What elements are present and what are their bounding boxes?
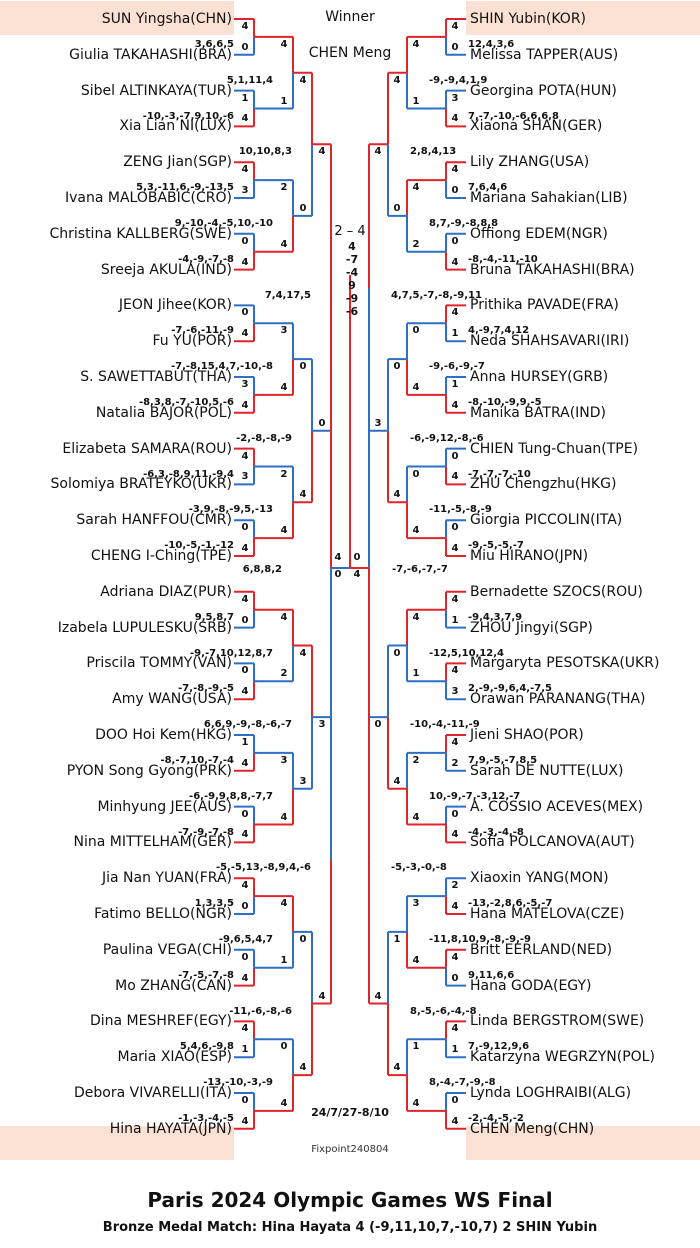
- match-score: 4: [412, 954, 420, 966]
- match-score: 4: [299, 489, 307, 501]
- match-score: 1: [280, 954, 288, 966]
- player-name: Linda BERGSTROM(SWE): [470, 1013, 645, 1030]
- match-score: 3: [241, 379, 249, 390]
- player-name: Sarah HANFFOU(CMR): [76, 512, 232, 529]
- match-score: 4: [412, 611, 420, 623]
- player-name: A. COSSIO ACEVES(MEX): [470, 798, 644, 815]
- match-score: 2: [412, 238, 420, 250]
- match-score: 4: [280, 38, 288, 50]
- match-score: 3: [451, 92, 459, 104]
- game-scores: 10,10,8,3: [238, 146, 292, 158]
- match-score: 4: [412, 1097, 420, 1109]
- game-scores: -9,4,3,7,9: [468, 611, 523, 623]
- match-score: 4: [280, 525, 288, 537]
- match-score: 1: [451, 328, 459, 340]
- game-scores: -8,-4,-11,-10: [468, 253, 538, 265]
- game-scores: -3,9,-8,-9,5,-13: [188, 504, 273, 516]
- final-series: 2 – 4: [334, 224, 366, 239]
- match-score: 4: [412, 182, 420, 194]
- bronze-medal-result: Bronze Medal Match: Hina Hayata 4 (-9,11,10,7,-10,7) 2 SHIN Yubin: [102, 1220, 598, 1235]
- match-score: 1: [280, 95, 288, 107]
- match-score: 2: [412, 754, 420, 766]
- match-score: 4: [241, 686, 249, 698]
- game-scores: -5,-3,-0,-8: [391, 862, 447, 874]
- final-game-scores: [330, 240, 374, 318]
- match-score: 0: [393, 647, 401, 659]
- player-name: Katarzyna WEGRZYN(POL): [470, 1049, 655, 1066]
- match-score: 4: [393, 775, 401, 787]
- semi-score: 0: [353, 552, 361, 563]
- match-score: 4: [241, 757, 249, 769]
- game-scores: -4,-9,-7,-8: [178, 253, 234, 265]
- match-score: 4: [451, 951, 459, 963]
- player-name: CHEN Meng(CHN): [470, 1120, 595, 1137]
- match-score: 0: [241, 951, 249, 963]
- match-score: 1: [451, 614, 459, 626]
- game-scores: -10,-5,-1,-12: [164, 540, 234, 552]
- match-score: 1: [241, 92, 249, 104]
- game-scores: -9,-5,-5,-7: [468, 540, 524, 552]
- game-scores: 2,8,4,13: [410, 146, 457, 158]
- match-score: 4: [412, 811, 420, 823]
- credit-text: Fixpoint240804: [311, 1144, 389, 1155]
- game-scores: -2,-4,-5,-2: [468, 1112, 524, 1124]
- game-scores: 6,8,8,2: [242, 564, 282, 575]
- player-name: Manika BATRA(IND): [470, 404, 607, 421]
- game-scores: -9,-9,4,1,9: [429, 74, 488, 86]
- match-score: 3: [241, 471, 249, 483]
- player-name: Melissa TAPPER(AUS): [470, 46, 619, 63]
- player-name: Christina KALLBERG(SWE): [49, 225, 232, 242]
- game-scores: -12,5,10,12,4: [429, 647, 505, 659]
- player-name: Minhyung JEE(AUS): [97, 798, 232, 815]
- match-score: 0: [299, 361, 307, 373]
- match-score: 1: [412, 668, 420, 680]
- match-score: 2: [451, 757, 459, 769]
- game-scores: 12,4,3,6: [468, 38, 515, 50]
- final-game: -7: [345, 253, 359, 266]
- match-score: 0: [451, 972, 459, 984]
- match-score: 4: [280, 811, 288, 823]
- match-score: 0: [412, 325, 420, 337]
- match-score: 4: [374, 146, 382, 158]
- player-name: Jieni SHAO(POR): [470, 727, 584, 743]
- game-scores: 5,1,11,4: [226, 74, 273, 86]
- player-name: Orawan PARANANG(THA): [470, 691, 646, 708]
- game-scores: -7,-7,-7,-10: [468, 468, 531, 480]
- final-game: -4: [345, 266, 359, 279]
- player-name: Bruna TAKAHASHI(BRA): [470, 261, 635, 278]
- match-score: 4: [241, 543, 249, 554]
- player-name: Dina MESHREF(EGY): [89, 1013, 232, 1030]
- match-score: 0: [451, 808, 459, 820]
- match-score: 4: [451, 901, 459, 912]
- match-score: 0: [451, 185, 459, 196]
- match-score: 4: [451, 737, 459, 748]
- player-name: Maria XIAO(ESP): [117, 1049, 232, 1066]
- match-score: 0: [318, 417, 326, 429]
- winner-label: Winner: [325, 9, 375, 25]
- match-score: 0: [241, 665, 249, 677]
- match-score: 4: [393, 74, 401, 86]
- player-name: Prithika PAVADE(FRA): [470, 297, 619, 314]
- semi-score: 0: [334, 569, 342, 580]
- game-scores: 8,7,-9,-8,8,8: [429, 217, 499, 229]
- player-name: Miu HIRANO(JPN): [470, 548, 589, 564]
- game-scores: -11,-6,-8,-6: [229, 1005, 292, 1017]
- game-scores: 7,6,4,6: [468, 182, 508, 194]
- match-score: 4: [412, 525, 420, 537]
- player-name: S. SAWETTABUT(THA): [80, 369, 232, 385]
- player-name: Hina HAYATA(JPN): [109, 1120, 232, 1137]
- semi-score: 4: [334, 552, 342, 563]
- game-scores: 9,11,6,6: [468, 969, 515, 981]
- player-name: Mo ZHANG(CAN): [115, 977, 232, 994]
- game-scores: -7,-5,-7,-8: [178, 969, 234, 981]
- player-name: Sreeja AKULA(IND): [100, 261, 232, 278]
- player-name: DOO Hoi Kem(HKG): [95, 727, 232, 743]
- match-score: 0: [412, 468, 420, 480]
- player-name: Elizabeta SAMARA(ROU): [62, 440, 232, 457]
- player-name: SUN Yingsha(CHN): [101, 11, 232, 27]
- match-score: 0: [241, 41, 249, 53]
- match-score: 0: [451, 235, 459, 247]
- match-score: 0: [241, 1095, 249, 1106]
- match-score: 3: [318, 719, 326, 731]
- match-score: 4: [241, 164, 249, 176]
- player-name: CHENG I-Ching(TPE): [90, 548, 232, 564]
- match-score: 0: [241, 808, 249, 820]
- match-score: 4: [241, 113, 249, 125]
- match-score: 4: [451, 399, 459, 411]
- match-score: 1: [241, 737, 249, 748]
- match-score: 3: [280, 325, 288, 337]
- game-scores: 5,4,6,-9,8: [179, 1041, 234, 1053]
- game-scores: -10,-3,-7,9,10,-6: [142, 110, 234, 122]
- match-score: 3: [451, 686, 459, 698]
- player-name: Sarah DE NUTTE(LUX): [470, 762, 624, 779]
- game-scores: -7,-9,-7,-8: [178, 826, 234, 838]
- player-name: Lynda LOGHRAIBI(ALG): [470, 1085, 632, 1101]
- match-score: 4: [451, 1115, 459, 1127]
- match-score: 4: [241, 328, 249, 340]
- match-score: 1: [451, 379, 459, 390]
- game-scores: 4,-9,7,4,12: [468, 325, 530, 337]
- match-score: 3: [374, 417, 382, 429]
- match-score: 4: [451, 256, 459, 268]
- match-score: 1: [412, 1041, 420, 1053]
- player-name: Xiaona SHAN(GER): [470, 118, 603, 135]
- match-score: 0: [241, 614, 249, 626]
- player-name: Solomiya BRATEYKO(UKR): [50, 476, 232, 493]
- game-scores: 10,-9,-7,-3,12,-7: [429, 790, 521, 802]
- match-score: 4: [241, 972, 249, 984]
- player-name: ZHOU Jingyi(SGP): [470, 619, 593, 636]
- semi-score: 4: [353, 569, 361, 580]
- game-scores: 2,-9,-9,6,4,-7,5: [468, 683, 552, 695]
- match-score: 4: [451, 21, 459, 32]
- match-score: 4: [451, 307, 459, 319]
- game-scores: 4,7,5,-7,-8,-9,11: [391, 289, 482, 301]
- game-scores: -8,-10,-9,9,-5: [468, 396, 542, 408]
- player-name: Sofia POLCANOVA(AUT): [470, 834, 635, 851]
- game-scores: -7,-6,-7,-7: [392, 564, 448, 575]
- match-score: 0: [280, 1041, 288, 1053]
- player-name: Anna HURSEY(GRB): [470, 369, 609, 385]
- match-score: 4: [241, 1115, 249, 1127]
- player-name: Giorgia PICCOLIN(ITA): [470, 512, 623, 529]
- game-scores: -13,-10,-3,-9: [203, 1077, 273, 1089]
- match-score: 1: [412, 95, 420, 107]
- game-scores: -10,-4,-11,-9: [410, 719, 480, 731]
- match-score: 3: [299, 775, 307, 787]
- player-name: Lily ZHANG(USA): [470, 154, 590, 171]
- player-name: Bernadette SZOCS(ROU): [470, 583, 643, 600]
- game-scores: 5,3,-11,6,-9,-13,5: [136, 182, 234, 194]
- player-name: SHIN Yubin(KOR): [470, 11, 587, 27]
- player-name: Offiong EDEM(NGR): [470, 225, 608, 242]
- player-name: Natalia BAJOR(POL): [95, 404, 232, 421]
- game-scores: 1,3,3,5: [194, 898, 234, 910]
- game-scores: -11,-5,-8,-9: [429, 504, 492, 516]
- match-score: 4: [451, 164, 459, 176]
- player-name: Priscila TOMMY(VAN): [86, 655, 232, 672]
- game-scores: -8,3,8,-7,-10,5,-6: [138, 396, 234, 408]
- player-name: PYON Song Gyong(PRK): [66, 762, 232, 779]
- player-name: Nina MITTELHAM(GER): [73, 834, 232, 851]
- match-score: 4: [451, 829, 459, 841]
- match-score: 2: [451, 880, 459, 892]
- match-score: 2: [280, 182, 288, 194]
- match-score: 4: [318, 146, 326, 158]
- player-name: Margaryta PESOTSKA(UKR): [470, 655, 660, 672]
- game-scores: -5,-5,13,-8,9,4,-6: [215, 862, 311, 874]
- match-score: 4: [318, 990, 326, 1002]
- match-score: 4: [299, 74, 307, 86]
- player-name: Xia Lian NI(LUX): [119, 118, 232, 135]
- game-scores: -9,-6,-9,-7: [429, 361, 485, 373]
- match-score: 4: [412, 38, 420, 50]
- player-name: ZENG Jian(SGP): [123, 154, 232, 171]
- match-score: 0: [241, 235, 249, 247]
- match-score: 3: [241, 185, 249, 196]
- match-score: 4: [299, 1062, 307, 1074]
- player-name: Britt EERLAND(NED): [470, 941, 613, 958]
- final-game: 4: [348, 240, 356, 253]
- page-title: Paris 2024 Olympic Games WS Final: [147, 1188, 553, 1212]
- game-scores: -4,-3,-4,-8: [468, 826, 524, 838]
- player-name: ZHU Chengzhu(HKG): [470, 476, 617, 493]
- match-score: 3: [280, 754, 288, 766]
- match-score: 4: [241, 256, 249, 268]
- match-score: 4: [241, 450, 249, 462]
- match-score: 4: [241, 1023, 249, 1035]
- match-score: 4: [451, 471, 459, 483]
- player-name: JEON Jihee(KOR): [118, 297, 232, 314]
- match-score: 1: [393, 933, 401, 945]
- game-scores: 7,9,-5,-7,8,5: [468, 754, 538, 766]
- player-name: Hana MATELOVA(CZE): [470, 906, 625, 922]
- match-score: 4: [451, 593, 459, 605]
- player-name: Jia Nan YUAN(FRA): [102, 870, 232, 887]
- player-name: Georgina POTA(HUN): [470, 82, 617, 99]
- game-scores: -11,8,10,9,-8,-9,-9: [429, 933, 532, 945]
- game-scores: 7,-7,-10,-6,6,6,8: [468, 110, 559, 122]
- player-name: Neda SHAHSAVARI(IRI): [470, 333, 630, 350]
- player-name: Sibel ALTINKAYA(TUR): [80, 82, 232, 99]
- final-game: -9: [345, 292, 359, 305]
- match-score: 2: [280, 668, 288, 680]
- match-score: 0: [241, 307, 249, 319]
- game-scores: 6,6,9,-9,-8,-6,-7: [203, 719, 292, 731]
- match-score: 4: [241, 399, 249, 411]
- game-scores: -7,-6,-11,-9: [171, 325, 234, 337]
- match-score: 4: [241, 880, 249, 892]
- game-scores: -1,-3,-4,-5: [178, 1112, 234, 1124]
- match-score: 0: [393, 202, 401, 214]
- match-score: 4: [374, 990, 382, 1002]
- match-score: 4: [241, 829, 249, 841]
- match-score: 4: [451, 1023, 459, 1035]
- match-score: 4: [280, 1097, 288, 1109]
- game-scores: -13,-2,8,6,-5,-7: [468, 898, 553, 910]
- match-score: 0: [299, 933, 307, 945]
- match-score: 4: [241, 21, 249, 32]
- match-score: 4: [393, 1062, 401, 1074]
- game-scores: 7,4,17,5: [264, 289, 311, 301]
- match-score: 4: [393, 489, 401, 501]
- match-score: 0: [451, 41, 459, 53]
- game-scores: -9,6,5,4,7: [218, 933, 273, 945]
- player-name: Mariana Sahakian(LIB): [470, 190, 628, 206]
- game-scores: -6,3,-8,9,11,-9,4: [143, 468, 234, 480]
- final-game: 9: [348, 279, 356, 292]
- player-name: Hana GODA(EGY): [470, 977, 592, 994]
- game-scores: -7,-8,-9,-5: [178, 683, 234, 695]
- match-score: 3: [412, 898, 420, 910]
- game-scores: -6,-9,9,8,8,-7,7: [189, 790, 273, 802]
- player-name: Xiaoxin YANG(MON): [470, 870, 609, 887]
- game-scores: 7,-9,12,9,6: [468, 1041, 530, 1053]
- match-score: 1: [241, 1044, 249, 1056]
- match-score: 4: [451, 543, 459, 554]
- match-score: 0: [393, 361, 401, 373]
- match-score: 0: [451, 1095, 459, 1106]
- game-scores: -8,-7,10,-7,-4: [160, 754, 234, 766]
- game-scores: -9,-7,10,12,8,7: [190, 647, 273, 659]
- player-name: Giulia TAKAHASHI(BRA): [69, 46, 232, 63]
- game-scores: -2,-8,-8,-9: [236, 432, 292, 444]
- game-scores: -6,-9,12,-8,-6: [410, 432, 484, 444]
- match-score: 4: [299, 647, 307, 659]
- game-scores: 8,-4,-7,-9,-8: [429, 1077, 496, 1089]
- player-name: Fatimo BELLO(NGR): [94, 906, 232, 922]
- player-name: Debora VIVARELLI(ITA): [74, 1085, 232, 1101]
- match-score: 4: [280, 381, 288, 393]
- match-score: 2: [280, 468, 288, 480]
- game-scores: 8,-5,-6,-4,-8: [410, 1005, 477, 1017]
- player-name: Paulina VEGA(CHI): [102, 941, 232, 958]
- match-score: 1: [451, 1044, 459, 1056]
- event-dates: 24/7/27-8/10: [311, 1106, 389, 1119]
- game-scores: -7,-8,15,4,7,-10,-8: [170, 361, 273, 373]
- match-score: 0: [451, 450, 459, 462]
- match-score: 4: [451, 113, 459, 125]
- match-score: 0: [299, 202, 307, 214]
- game-scores: 9,5,8,7: [194, 611, 234, 623]
- match-score: 4: [412, 381, 420, 393]
- match-score: 0: [241, 901, 249, 912]
- match-score: 4: [280, 611, 288, 623]
- winner-name: CHEN Meng: [308, 45, 392, 61]
- match-score: 0: [451, 522, 459, 534]
- player-name: CHIEN Tung-Chuan(TPE): [470, 440, 639, 457]
- player-name: Fu YU(POR): [152, 333, 232, 350]
- match-score: 4: [280, 898, 288, 910]
- player-name: Ivana MALOBABIC(CRO): [64, 190, 232, 206]
- final-game: -6: [345, 305, 359, 318]
- player-name: Izabela LUPULESKU(SRB): [57, 619, 232, 636]
- match-score: 4: [280, 238, 288, 250]
- match-score: 4: [451, 665, 459, 677]
- player-name: Adriana DIAZ(PUR): [100, 583, 232, 600]
- game-scores: 9,-10,-4,-5,10,-10: [174, 217, 273, 229]
- match-score: 4: [241, 593, 249, 605]
- match-score: 0: [241, 522, 249, 534]
- game-scores: 3,6,6,5: [194, 38, 234, 50]
- match-score: 0: [374, 719, 382, 731]
- player-name: Amy WANG(USA): [112, 691, 232, 708]
